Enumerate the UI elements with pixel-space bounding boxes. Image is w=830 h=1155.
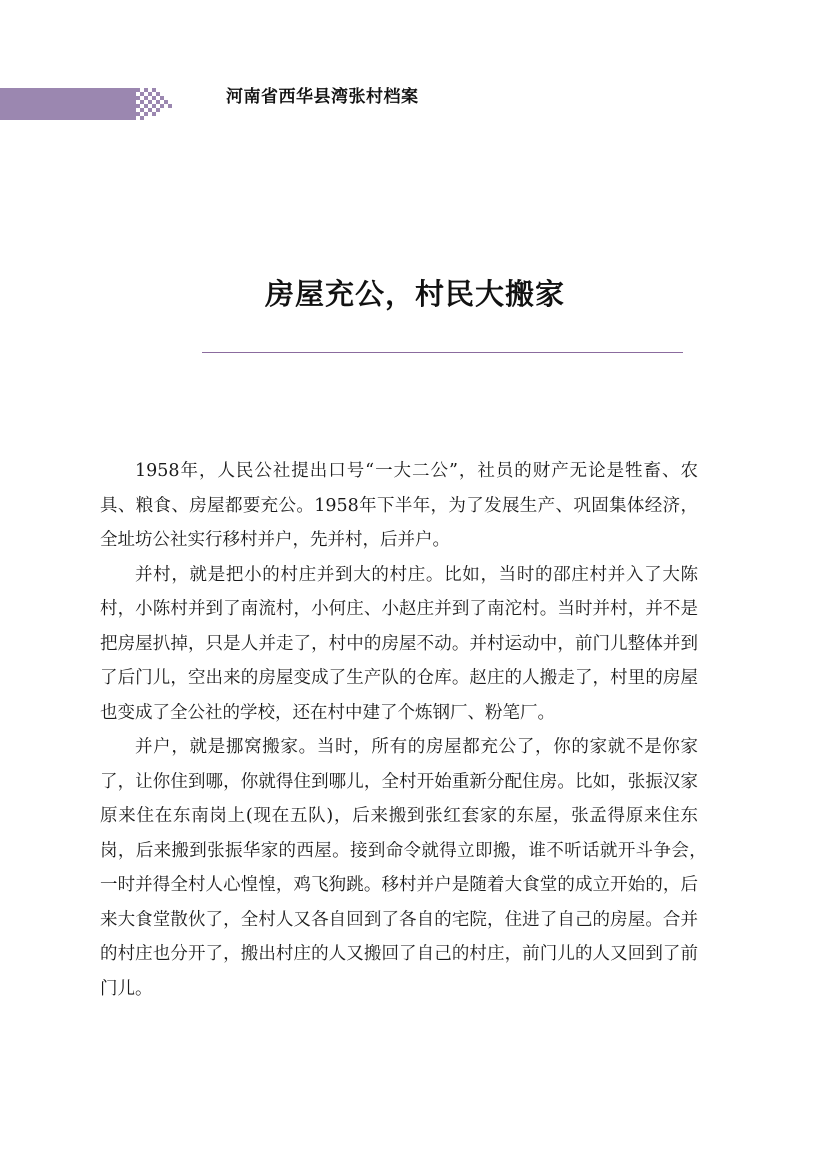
title-divider bbox=[202, 352, 683, 353]
header-pixel-pattern bbox=[136, 88, 176, 120]
paragraph: 并户，就是挪窝搬家。当时，所有的房屋都充公了，你的家就不是你家了，让你住到哪，你就得住到哪儿，全村开始重新分配住房。比如，张振汉家原来住在东南岗上(现在五队)，后来搬到张红套家的东屋，张孟得原来住东岗，后来搬到张振华家的西屋。接到命令就得立即搬，谁不听话就开斗争会， 一时并得全村人心惶惶，鸡飞狗跳。移村并户是随着大食堂的成立开始的，后来大食堂散伙了，全村人又各自回到了各自的宅院，住进了自己的房屋。合并的村庄也分开了，搬出村庄的人又搬回了自己的村庄，前门儿的人又回到了前门儿。 bbox=[100, 737, 716, 999]
header-color-band bbox=[0, 88, 136, 120]
article-body bbox=[100, 454, 716, 1006]
running-header-title: 河南省西华县湾张村档案 bbox=[226, 87, 419, 107]
paragraph: 1958年，人民公社提出口号“一大二公”，社员的财产无论是牲畜、农具、粮食、房屋都要充公。1958年下半年，为了发展生产、巩固集体经济，全址坊公社实行移村并户，先并村，后并户。 bbox=[100, 461, 698, 550]
article-title: 房屋充公，村民大搬家 bbox=[264, 277, 565, 311]
paragraph: 并村，就是把小的村庄并到大的村庄。比如，当时的邵庄村并入了大陈村，小陈村并到了南流村，小何庄、小赵庄并到了南沱村。当时并村，并不是把房屋扒掉，只是人并走了，村中的房屋不动。并村运动中，前门儿整体并到了后门儿，空出来的房屋变成了生产队的仓库。赵庄的人搬走了，村里的房屋也变成了全公社的学校，还在村中建了个炼钢厂、粉笔厂。 bbox=[100, 564, 698, 723]
